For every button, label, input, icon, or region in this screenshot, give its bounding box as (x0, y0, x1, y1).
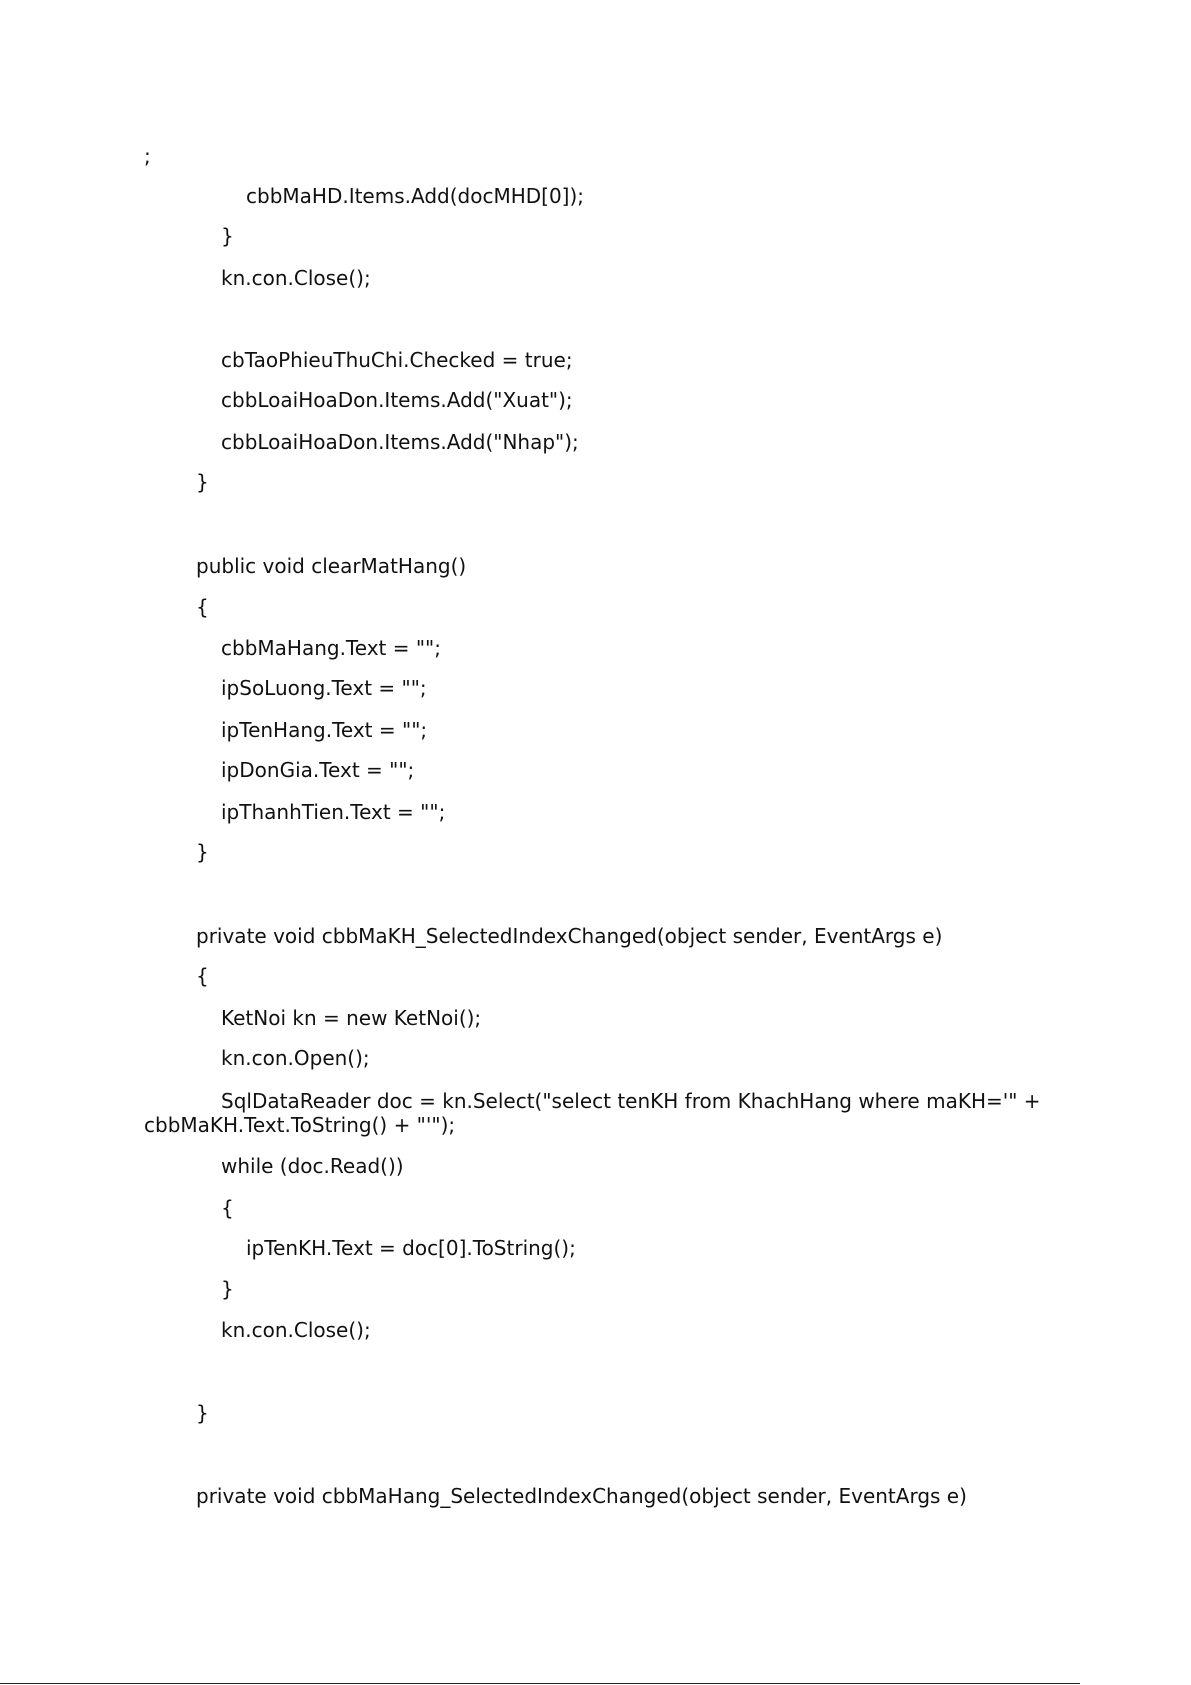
code-line: cbbLoaiHoaDon.Items.Add("Nhap"); (221, 430, 579, 454)
code-line: kn.con.Close(); (221, 266, 371, 290)
code-line: kn.con.Open(); (221, 1046, 370, 1070)
code-line: { (196, 964, 209, 988)
code-line: } (196, 470, 209, 494)
code-line: } (196, 1401, 209, 1425)
code-line: cbbMaKH.Text.ToString() + "'"); (144, 1113, 456, 1137)
code-line: ipThanhTien.Text = ""; (221, 800, 446, 824)
code-line: cbTaoPhieuThuChi.Checked = true; (221, 348, 573, 372)
code-line: public void clearMatHang() (196, 554, 467, 578)
code-line: private void cbbMaKH_SelectedIndexChanged(object sender, EventArgs e) (196, 924, 943, 948)
code-line: SqlDataReader doc = kn.Select("select tenKH from KhachHang where maKH='" + (221, 1089, 1041, 1113)
code-line: cbbMaHang.Text = ""; (221, 636, 441, 660)
code-line: ; (144, 144, 151, 168)
code-line: } (221, 1277, 234, 1301)
code-line: ipDonGia.Text = ""; (221, 758, 415, 782)
code-line: while (doc.Read()) (221, 1154, 404, 1178)
code-line: } (196, 840, 209, 864)
page-bottom-rule (0, 1683, 1080, 1684)
code-line: KetNoi kn = new KetNoi(); (221, 1006, 482, 1030)
code-line: { (196, 595, 209, 619)
code-line: ipTenHang.Text = ""; (221, 718, 428, 742)
code-line: ipTenKH.Text = doc[0].ToString(); (246, 1236, 576, 1260)
code-line: { (221, 1196, 234, 1220)
code-line: cbbLoaiHoaDon.Items.Add("Xuat"); (221, 388, 573, 412)
code-line: cbbMaHD.Items.Add(docMHD[0]); (246, 184, 585, 208)
code-line: ipSoLuong.Text = ""; (221, 676, 427, 700)
code-line: private void cbbMaHang_SelectedIndexChanged(object sender, EventArgs e) (196, 1484, 967, 1508)
code-line: } (221, 224, 234, 248)
code-line: kn.con.Close(); (221, 1318, 371, 1342)
